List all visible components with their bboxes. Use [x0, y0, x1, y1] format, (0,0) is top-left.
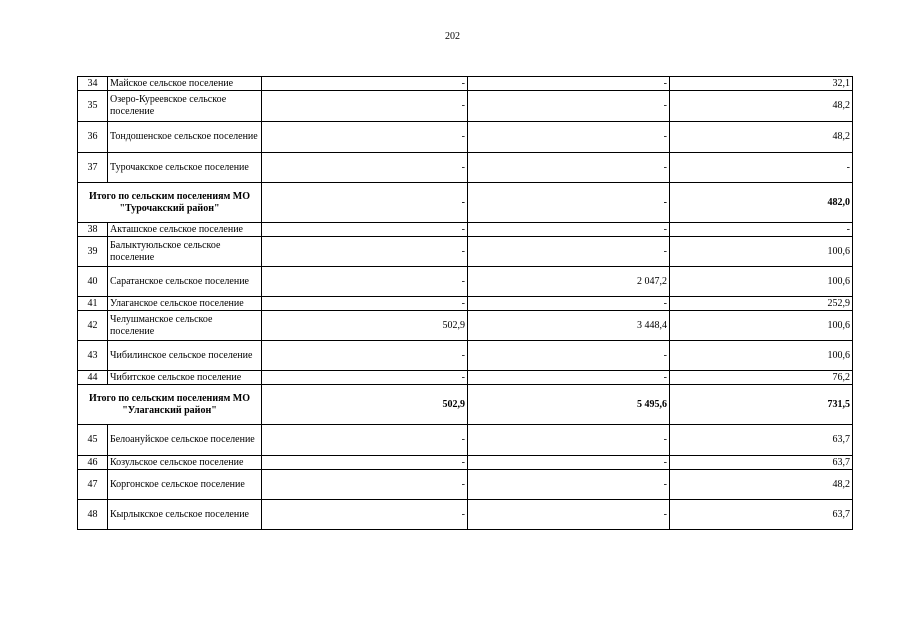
settlement-name: Белоануйское сельское поселение	[108, 425, 262, 456]
value-col-2: -	[468, 183, 670, 223]
value-col-1: -	[262, 371, 468, 385]
value-col-2: -	[468, 500, 670, 530]
row-number: 34	[78, 77, 108, 91]
table-row	[78, 425, 853, 456]
value-col-1: -	[262, 153, 468, 183]
value-col-2: -	[468, 237, 670, 267]
value-col-2: -	[468, 425, 670, 456]
value-col-3: 48,2	[670, 470, 853, 500]
value-col-1: -	[262, 500, 468, 530]
table-row	[78, 470, 853, 500]
value-col-3: 731,5	[670, 385, 853, 425]
value-col-3: 252,9	[670, 297, 853, 311]
settlement-name: Саратанское сельское поселение	[108, 267, 262, 297]
value-col-1: -	[262, 183, 468, 223]
settlements-table	[77, 76, 853, 530]
row-number: 39	[78, 237, 108, 267]
value-col-1: -	[262, 425, 468, 456]
subtotal-row	[78, 183, 853, 223]
value-col-2: -	[468, 122, 670, 153]
value-col-3: 76,2	[670, 371, 853, 385]
settlement-name: Озеро-Куреевское сельское поселение	[108, 91, 262, 122]
settlement-name: Акташское сельское поселение	[108, 223, 262, 237]
value-col-1: -	[262, 341, 468, 371]
value-col-1: -	[262, 456, 468, 470]
settlement-name: Турочакское сельское поселение	[108, 153, 262, 183]
value-col-3: 32,1	[670, 77, 853, 91]
row-number: 43	[78, 341, 108, 371]
table-row	[78, 311, 853, 341]
settlement-name: Коргонское сельское поселение	[108, 470, 262, 500]
value-col-3: -	[670, 153, 853, 183]
row-number: 46	[78, 456, 108, 470]
table-row	[78, 223, 853, 237]
row-number: 35	[78, 91, 108, 122]
table-row	[78, 500, 853, 530]
subtotal-row	[78, 385, 853, 425]
row-number: 38	[78, 223, 108, 237]
settlement-name: Челушманское сельское поселение	[108, 311, 262, 341]
table-row	[78, 267, 853, 297]
table-row	[78, 153, 853, 183]
row-number: 36	[78, 122, 108, 153]
value-col-2: 3 448,4	[468, 311, 670, 341]
value-col-3: 63,7	[670, 456, 853, 470]
value-col-2: -	[468, 297, 670, 311]
value-col-3: 100,6	[670, 237, 853, 267]
value-col-1: 502,9	[262, 385, 468, 425]
table-row	[78, 91, 853, 122]
value-col-1: -	[262, 297, 468, 311]
value-col-2: 5 495,6	[468, 385, 670, 425]
settlement-name: Чибитское сельское поселение	[108, 371, 262, 385]
value-col-3: 482,0	[670, 183, 853, 223]
row-number: 40	[78, 267, 108, 297]
row-number: 37	[78, 153, 108, 183]
value-col-1: -	[262, 470, 468, 500]
subtotal-label: Итого по сельским поселениям МО "Турочакский район"	[78, 183, 262, 223]
row-number: 44	[78, 371, 108, 385]
value-col-3: -	[670, 223, 853, 237]
row-number: 42	[78, 311, 108, 341]
value-col-2: -	[468, 470, 670, 500]
value-col-1: -	[262, 267, 468, 297]
value-col-1: -	[262, 223, 468, 237]
settlement-name: Кырлыкское сельское поселение	[108, 500, 262, 530]
value-col-1: -	[262, 77, 468, 91]
value-col-3: 48,2	[670, 91, 853, 122]
settlement-name: Чибилинское сельское поселение	[108, 341, 262, 371]
row-number: 45	[78, 425, 108, 456]
table-row	[78, 122, 853, 153]
value-col-2: -	[468, 341, 670, 371]
value-col-3: 100,6	[670, 341, 853, 371]
row-number: 48	[78, 500, 108, 530]
value-col-3: 63,7	[670, 500, 853, 530]
value-col-1: 502,9	[262, 311, 468, 341]
table-row	[78, 371, 853, 385]
value-col-2: 2 047,2	[468, 267, 670, 297]
settlement-name: Майское сельское поселение	[108, 77, 262, 91]
value-col-1: -	[262, 91, 468, 122]
page-number: 202	[445, 31, 460, 42]
table-row	[78, 237, 853, 267]
value-col-2: -	[468, 371, 670, 385]
settlement-name: Тондошенское сельское поселение	[108, 122, 262, 153]
settlement-name: Козульское сельское поселение	[108, 456, 262, 470]
value-col-3: 48,2	[670, 122, 853, 153]
value-col-2: -	[468, 456, 670, 470]
value-col-3: 100,6	[670, 267, 853, 297]
table-row	[78, 456, 853, 470]
value-col-2: -	[468, 91, 670, 122]
value-col-3: 100,6	[670, 311, 853, 341]
table-row	[78, 77, 853, 91]
value-col-2: -	[468, 153, 670, 183]
row-number: 47	[78, 470, 108, 500]
settlement-name: Балыктуюльское сельское поселение	[108, 237, 262, 267]
value-col-2: -	[468, 77, 670, 91]
settlement-name: Улаганское сельское поселение	[108, 297, 262, 311]
row-number: 41	[78, 297, 108, 311]
value-col-3: 63,7	[670, 425, 853, 456]
table-row	[78, 341, 853, 371]
value-col-2: -	[468, 223, 670, 237]
table-row	[78, 297, 853, 311]
subtotal-label: Итого по сельским поселениям МО "Улаганский район"	[78, 385, 262, 425]
value-col-1: -	[262, 122, 468, 153]
value-col-1: -	[262, 237, 468, 267]
